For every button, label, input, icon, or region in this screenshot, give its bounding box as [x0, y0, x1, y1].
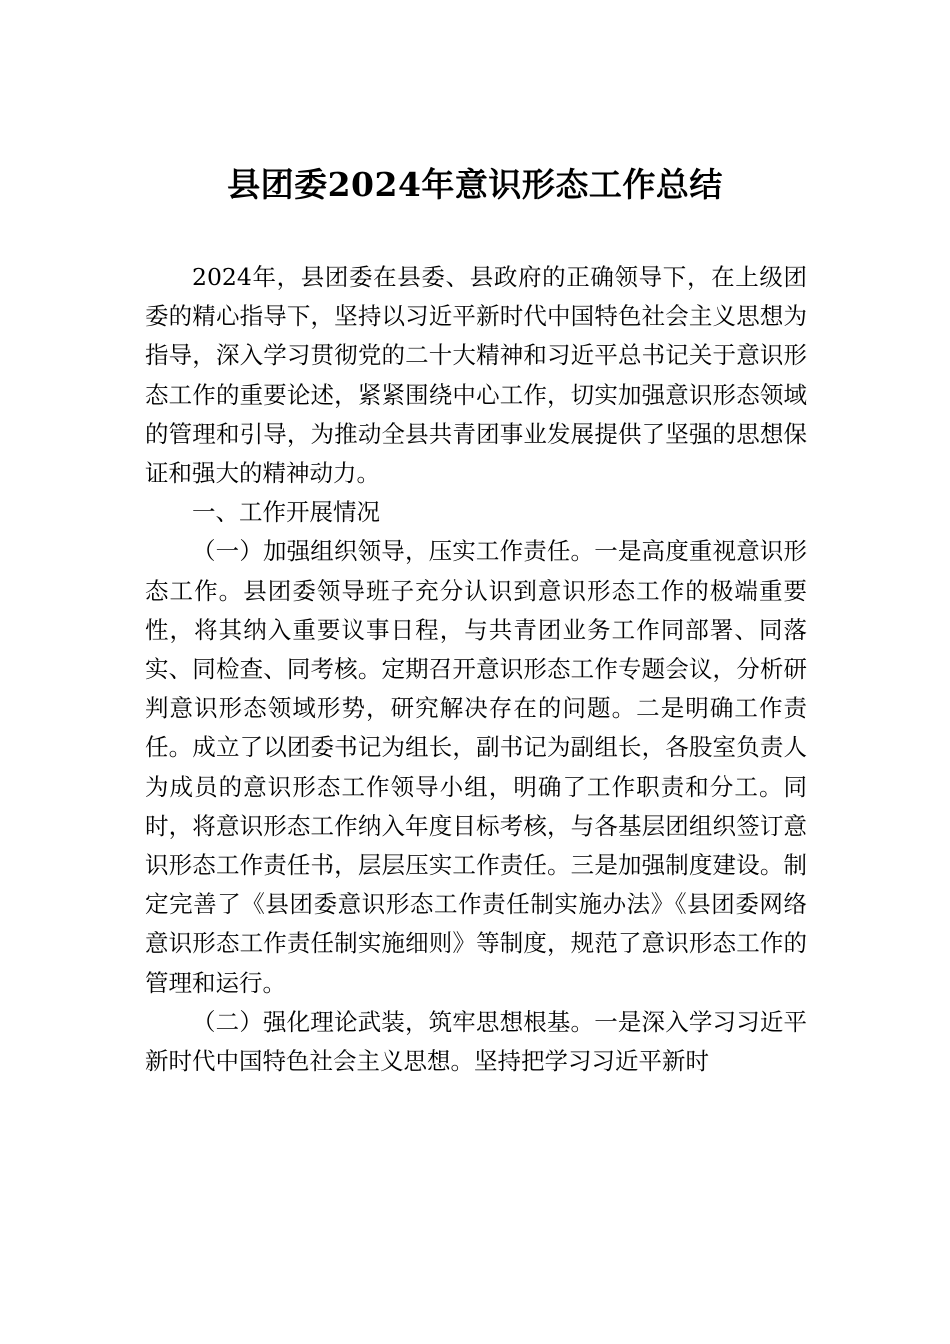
item-body-2: 一是深入学习习近平新时代中国特色社会主义思想。坚持把学习习近平新时	[145, 1007, 808, 1076]
section-heading: 一、工作开展情况	[192, 498, 380, 527]
intro-paragraph: 2024年，县团委在县委、县政府的正确领导下，在上级团委的精心指导下，坚持以习近平新时代中国特色社会主义思想为指导，深入学习贯彻党的二十大精神和习近平总书记关于意识形态工作的重要论述，紧紧围绕中心工作，切实加强意识形态领域的管理和引导，为推动全县共青团事业发展提供了坚强的思想保证和强大的精神动力。	[145, 263, 807, 488]
document-body	[145, 258, 807, 1081]
item-paragraph-1	[145, 532, 807, 1002]
item-lead-2: （二）强化理论武装，筑牢思想根基。	[192, 1007, 595, 1036]
item-paragraph-2	[145, 1003, 807, 1081]
item-lead-1: （一）加强组织领导，压实工作责任。	[192, 537, 595, 566]
document-title: 县团委2024年意识形态工作总结	[227, 165, 723, 204]
item-body-1: 一是高度重视意识形态工作。县团委领导班子充分认识到意识形态工作的极端重要性，将其纳入重要议事日程，与共青团业务工作同部署、同落实、同检查、同考核。定期召开意识形态工作专题会议，分析研判意识形态领域形势，研究解决存在的问题。二是明确工作责任。成立了以团委书记为组长，副书记为副组长，各股室负责人为成员的意识形态工作领导小组，明确了工作职责和分工。同时，将意识形态工作纳入年度目标考核，与各基层团组织签订意识形态工作责任书，层层压实工作责任。三是加强制度建设。制定完善了《县团委意识形态工作责任制实施办法》《县团委网络意识形态工作责任制实施细则》等制度，规范了意识形态工作的管理和运行。	[145, 537, 808, 997]
